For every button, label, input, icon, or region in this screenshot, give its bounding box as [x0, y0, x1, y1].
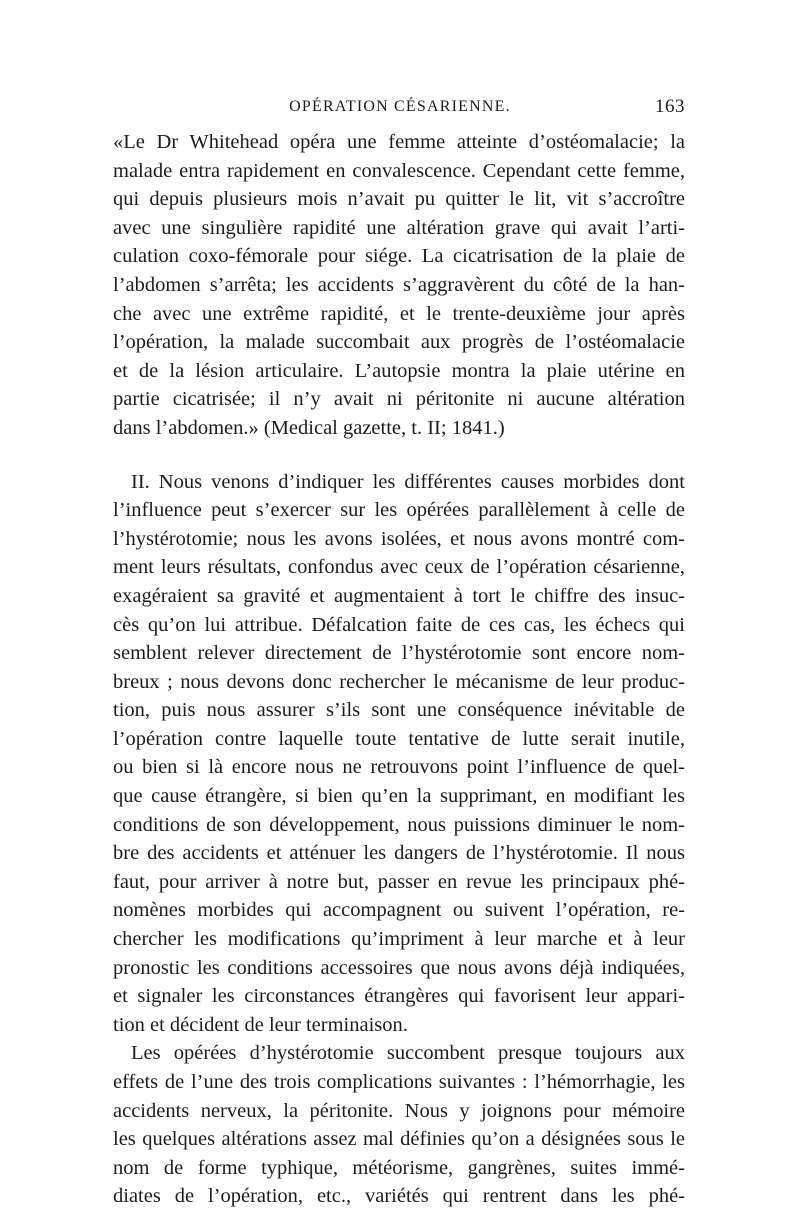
text-line: exagéraient sa gravité et augmentaient à tort le chiffre des insuc-: [113, 584, 685, 607]
text-line: dans l’abdomen.» (Medical gazette, t. II; 1841.): [113, 416, 505, 439]
text-line: effets de l’une des trois complications suivantes : l’hémorrhagie, les: [113, 1071, 685, 1093]
paragraph-section-ii: [113, 468, 685, 1040]
page-body: [113, 128, 685, 1211]
text-line: et signaler les circonstances étrangères qui favorisent leur appari-: [113, 985, 685, 1008]
text-line: l’abdomen s’arrêta; les accidents s’aggravèrent du côté de la han-: [113, 273, 685, 296]
text-line: «Le Dr Whitehead opéra une femme atteinte d’ostéomalacie; la: [113, 131, 685, 153]
text-line: accidents nerveux, la péritonite. Nous y joignons pour mémoire: [113, 1099, 685, 1122]
text-line: ment leurs résultats, confondus avec ceux de l’opération césarienne,: [113, 556, 685, 579]
paragraph-complications: [113, 1039, 685, 1211]
text-line: que cause étrangère, si bien qu’en la supprimant, en modifiant les: [113, 785, 685, 808]
text-line: et de la lésion articulaire. L’autopsie montra la plaie utérine en: [113, 359, 685, 382]
text-line: II. Nous venons d’indiquer les différentes causes morbides dont: [131, 470, 685, 493]
text-line: l’influence peut s’exercer sur les opérées parallèlement à celle de: [113, 499, 685, 522]
text-line: ou bien si là encore nous ne retrouvons point l’influence de quel-: [113, 756, 685, 779]
paragraph-quote: [113, 128, 685, 443]
text-line: nomènes morbides qui accompagnent ou suivent l’opération, re-: [113, 899, 685, 922]
text-line: semblent relever directement de l’hystérotomie sont encore nom-: [113, 642, 685, 665]
text-line: cès qu’on lui attribue. Défalcation faite de ces cas, les échecs qui: [113, 613, 685, 636]
text-line: nom de forme typhique, météorisme, gangrènes, suites immé-: [113, 1156, 685, 1179]
text-line: malade entra rapidement en convalescence. Cependant cette femme,: [113, 159, 685, 182]
text-line: Les opérées d’hystérotomie succombent presque toujours aux: [131, 1042, 685, 1065]
text-line: l’opération, la malade succombait aux progrès de l’ostéomalacie: [113, 331, 685, 354]
text-line: chercher les modifications qu’impriment à leur marche et à leur: [113, 928, 685, 951]
text-line: tion et décident de leur terminaison.: [113, 1013, 408, 1036]
text-line: conditions de son développement, nous puissions diminuer le nom-: [113, 813, 685, 836]
running-head: [115, 98, 685, 122]
text-line: bre des accidents et atténuer les dangers de l’hystérotomie. Il nous: [113, 842, 685, 865]
text-line: che avec une extrême rapidité, et le trente-deuxième jour après: [113, 302, 685, 325]
text-line: avec une singulière rapidité une altération grave qui avait l’arti-: [113, 216, 685, 239]
text-line: tion, puis nous assurer s’ils sont une conséquence inévitable de: [113, 699, 685, 722]
text-line: breux ; nous devons donc rechercher le mécanisme de leur produc-: [113, 670, 685, 693]
text-line: diates de l’opération, etc., variétés qui rentrent dans les phé-: [113, 1185, 685, 1208]
text-line: les quelques altérations assez mal définies qu’on a désignées sous le: [113, 1128, 685, 1151]
page-number: 163: [655, 96, 685, 117]
text-line: qui depuis plusieurs mois n’avait pu quitter le lit, vit s’accroître: [113, 188, 685, 211]
text-line: l’opération contre laquelle toute tentative de lutte serait inutile,: [113, 727, 685, 750]
section-spacer: [113, 443, 685, 468]
text-line: pronostic les conditions accessoires que nous avons déjà indiquées,: [113, 956, 685, 979]
text-line: culation coxo-fémorale pour siége. La cicatrisation de la plaie de: [113, 245, 685, 268]
text-line: partie cicatrisée; il n’y avait ni péritonite ni aucune altération: [113, 388, 685, 411]
text-line: l’hystérotomie; nous les avons isolées, et nous avons montré com-: [113, 527, 685, 550]
running-head-title: OPÉRATION CÉSARIENNE.: [289, 98, 511, 115]
text-line: faut, pour arriver à notre but, passer en revue les principaux phé-: [113, 870, 685, 893]
